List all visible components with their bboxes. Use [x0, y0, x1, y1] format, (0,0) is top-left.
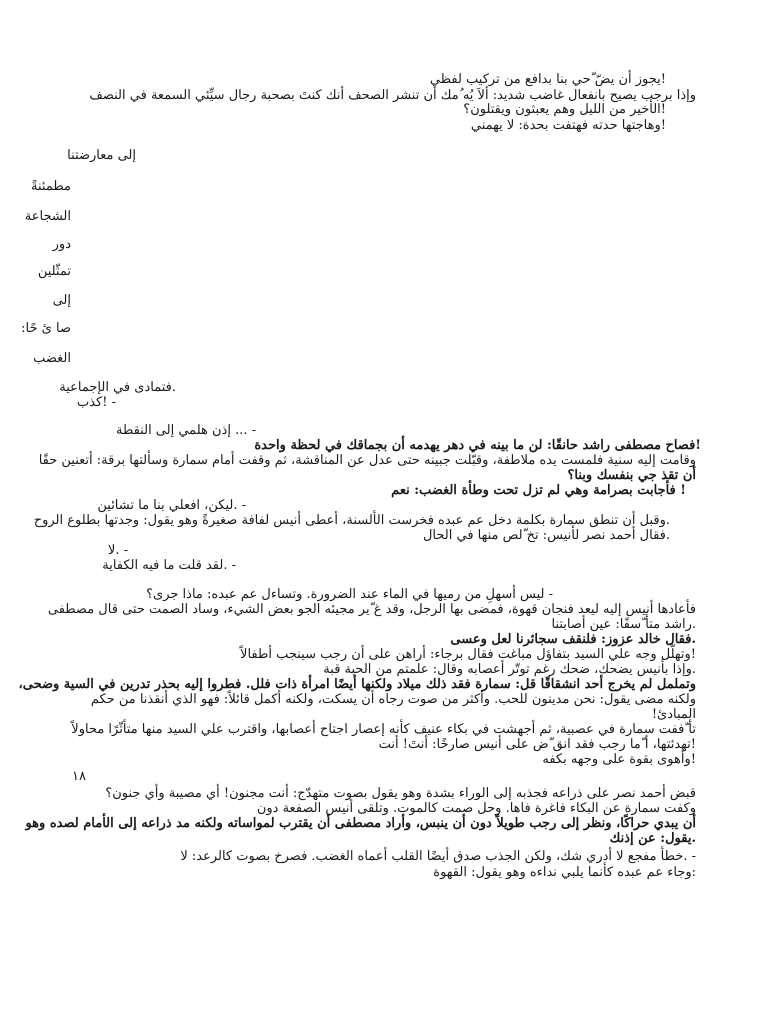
- text-line: .راشد متأ ّسفًا: عين أصابتنا: [551, 617, 696, 632]
- page-number: ١٨: [72, 769, 86, 784]
- text-line: تأ ّففت سمارة في عصبية، ثم أجهشت في بكاء عنيف كأنه إعصار اجتاح أعصابها، واقترب علي السيد منها متأثّرًا محاولاً: [71, 722, 696, 737]
- text-line: أن تقذ جي بنفسك وبنا؟: [567, 468, 696, 483]
- text-line: .فتمادى في الإجماعية: [59, 380, 176, 395]
- text-line: !يجوز أن يضّ ّحي بنا بدافع من تركيب لفظي: [429, 72, 666, 87]
- text-line: الشجاعة: [24, 209, 71, 224]
- text-line: .وقبل أن تنطق سمارة بكلمة دخل عم عبده فخرست الألسنة، أعطى أنيس لفافة صغيرةً وهو يقول: وجدتها بطلوع الروح: [33, 513, 670, 528]
- text-line: :وجاء عم عبده كأنما يلبي نداءه وهو يقول: القهوة: [433, 865, 696, 880]
- text-line: !الأخير من الليل وهم يعبثون ويقتلون؟: [463, 102, 666, 117]
- text-line: وكفت سمارة عن البكاء فاغرة فاها. وحل صمت كالموت. وتلقى أنيس الصفعة دون: [256, 801, 696, 816]
- text-line: - ليس أسهلِ من رميها في الماء عند الضرورة. وتساءل عم عبده: ماذا جرى؟: [146, 587, 553, 602]
- text-line: - .لقد قلت ما فيه الكفاية: [102, 558, 236, 573]
- text-line: ولكنه مضى يقول: نحن مدينون للحب. وأكثر من صوت رجاه أن يسكت، ولكنه أكمل قائلاً: فهو الذي أنقذنا من حكم: [90, 692, 696, 707]
- text-line: وإذا برجب يصيح بانفعال غاضب شديد: ألاَ يُه ُمك أن تنشر الصحف أنك كنتَ بصحبة رجال سيِّئي السمعة في النصف: [89, 88, 696, 103]
- text-line: وتململ لم يخرج أحد انشقاقًا قل: سمارة فقد ذلك ميلاد ولكنها أيضًا امرأة ذات فلل. فطروا إليه بحذر تدرين في السية وضحى،: [18, 677, 696, 692]
- text-line: المبادئ!: [651, 707, 696, 722]
- text-line: !وتهلّل وجه علي السيد بتفاؤل مباغت فقال برجاء: أراهن على أن رجب سينجب أطفالاً: [240, 647, 696, 662]
- text-line: - ... إذن هلمي إلى النقطة: [115, 423, 256, 438]
- text-line: دور: [52, 237, 71, 252]
- text-line: مطمئنةً: [31, 179, 71, 194]
- text-line: تمثّلين: [37, 264, 71, 279]
- text-line: !تهدئتها، أ ّما رجب فقد انق ّض على أنيس صارخًا: أنتَ! أنت: [378, 737, 696, 752]
- text-line: .فقال خالد عزوز: فلنقف سجائرنا لعل وعسى: [450, 632, 696, 647]
- text-line: !وأهوى بقوة على وجهه بكفه: [542, 752, 696, 767]
- text-line: !فصاح مصطفى راشد حانقًا: لن ما بينه في دهر يهدمه أن بجماقك في لحظة واحدة: [254, 438, 701, 453]
- text-line: فأعادها أنيس إليه ليعد فنجان قهوة، فمضى بها الرجل، وقد غ ّير مجيئه الجو بعض الشيء، وساد الصمت حتى قال مصطفى: [47, 602, 696, 617]
- text-line: .وإذا بأنيس يضحك، ضحك رغم توتّر أعصابه وقال: علمتم من الحبة قبة: [323, 662, 696, 677]
- text-line: ! فأجابت بصرامة وهي لم تزل تحت وطأة الغضب: نعم: [391, 483, 686, 498]
- text-line: - .ليكن، افعلي بنا ما تشائين: [97, 498, 246, 513]
- text-line: !وهاجتها حدته فهتفت بحدة: لا يهمني: [470, 118, 666, 133]
- text-line: .يقول: عن إذنك: [609, 831, 696, 846]
- text-line: وقامت إليه سنية فلمست يده ملاطفة، وقبّلت جبينه حتى عدل عن المناقشة، ثم وقفت أمام سمارة وسألتها برقة: أتعنين حقًا: [38, 453, 696, 468]
- text-line: - .خطأ مفجع لا أدري شك، ولكن الجذب صدق أيضًا القلب أعماه الغضب. فصرخ بصوت كالرعد: لا: [180, 849, 696, 864]
- text-line: صا ئ حًا:: [21, 321, 71, 336]
- text-line: الغضب: [33, 351, 71, 366]
- text-line: قبض أحمد نصر على ذراعه فجذبه إلى الوراء بشدة وهو يقول بصوت متهدّج: أنت مجنون! أي مصيبة وأي جنون؟: [105, 786, 696, 801]
- text-line: - !كذب: [77, 395, 116, 410]
- text-line: إلى معارضتنا: [67, 148, 136, 163]
- text-line: .فقال أحمد نصر لأنيس: تخ ّلص منها في الحال: [422, 528, 670, 543]
- text-line: - .لا: [107, 543, 128, 558]
- text-line: أن يبدي حراكًا، ونظر إلى رجب طويلاً دون أن ينبس، وأراد مصطفى أن يقترب لمواساته ولكنه مد ذراعه إلى الأمام لصده وهو: [25, 816, 696, 831]
- text-line: إلى: [52, 293, 71, 308]
